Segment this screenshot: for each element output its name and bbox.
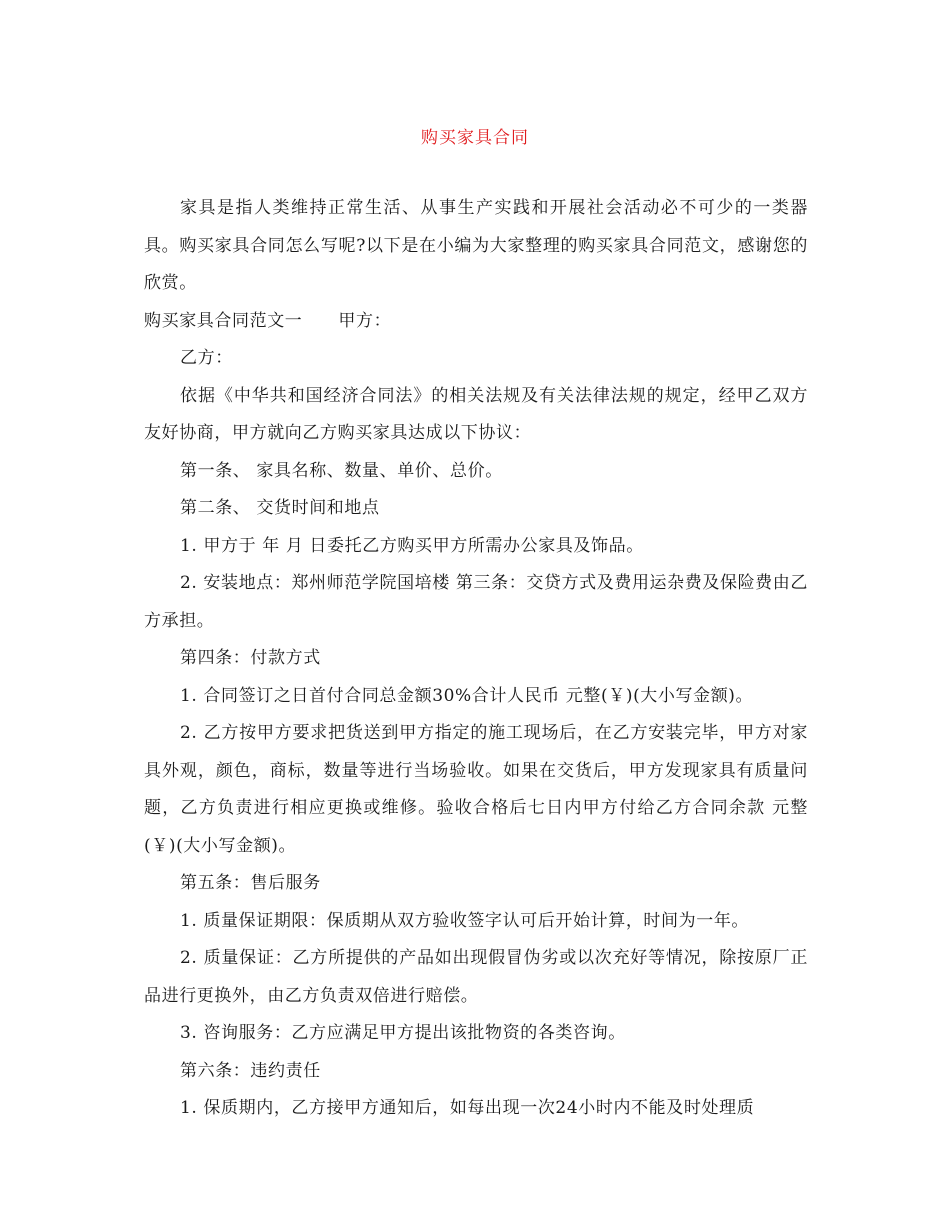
- article-6-item-1: 1. 保质期内，乙方接甲方通知后，如每出现一次24小时内不能及时处理质: [180, 1098, 755, 1118]
- party-b-label: 乙方：: [180, 348, 233, 368]
- article-4-item-1: 1. 合同签订之日首付合同总金额30%合计人民币 元整(￥)(大小写金额)。: [180, 685, 754, 706]
- sample-heading: 购买家具合同范文一: [144, 310, 303, 331]
- intro-paragraph: 家具是指人类维持正常生活、从事生产实践和开展社会活动必不可少的一类器具。购买家具合同怎么写呢?以下是在小编为大家整理的购买家具合同范文，感谢您的欣赏。: [144, 198, 808, 293]
- article-6: 第六条：违约责任: [180, 1060, 321, 1081]
- article-5-item-2: 2. 质量保证：乙方所提供的产品如出现假冒伪劣或以次充好等情况，除按原厂正品进行更换外，由乙方负责双倍进行赔偿。: [144, 948, 808, 1006]
- article-5-item-3: 3. 咨询服务：乙方应满足甲方提出该批物资的各类咨询。: [180, 1023, 626, 1043]
- party-a-label: 甲方：: [338, 310, 392, 331]
- document-title: 购买家具合同: [421, 128, 529, 148]
- article-4-item-2: 2. 乙方按甲方要求把货送到甲方指定的施工现场后，在乙方安装完毕，甲方对家具外观，颜色，商标，数量等进行当场验收。如果在交货后，甲方发现家具有质量问题，乙方负责进行相应更换或维修。验收合格后七日内甲方付给乙方合同余款 元整(￥)(大小写金额)。: [144, 723, 808, 856]
- preamble-paragraph: 依据《中华共和国经济合同法》的相关法规及有关法律法规的规定，经甲乙双方友好协商，甲方就向乙方购买家具达成以下协议：: [144, 385, 808, 443]
- article-1: 第一条、 家具名称、数量、单价、总价。: [180, 460, 503, 481]
- article-2: 第二条、 交货时间和地点: [180, 498, 380, 518]
- article-4: 第四条：付款方式: [180, 648, 321, 668]
- sample-heading-line: [144, 303, 808, 341]
- article-2-item-2: 2. 安装地点：郑州师范学院国培楼 第三条：交贷方式及费用运杂费及保险费由乙方承担。: [144, 573, 808, 631]
- article-5-item-1: 1. 质量保证期限：保质期从双方验收签字认可后开始计算，时间为一年。: [180, 910, 750, 931]
- article-2-item-1: 1. 甲方于 年 月 日委托乙方购买甲方所需办公家具及饰品。: [180, 535, 644, 556]
- document-body: [144, 190, 808, 1128]
- article-5: 第五条：售后服务: [180, 873, 321, 893]
